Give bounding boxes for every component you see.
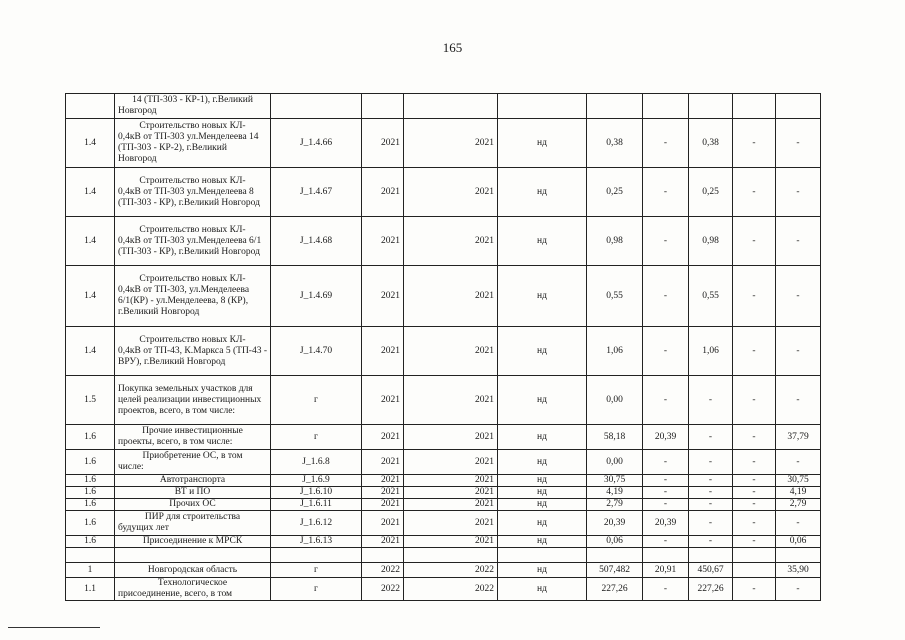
table-row [66,376,821,425]
item-name-rest: будущих лет [118,523,169,533]
value-col-2: - [643,475,689,487]
item-name [115,511,271,536]
row-number: 1.6 [66,425,115,450]
value-col-3 [689,94,733,119]
value-col-4 [733,548,776,563]
item-name-first-line: Автотранспорта [159,475,226,485]
value-col-5: - [776,376,821,425]
value-col-2: - [643,499,689,511]
unit-cell: нд [498,475,587,487]
unit-cell: нд [498,563,587,578]
end-year: 2021 [404,425,498,450]
row-number: 1.6 [66,511,115,536]
table-row [66,487,821,499]
item-name [115,487,271,499]
unit-cell: нд [498,450,587,475]
unit-cell: нд [498,168,587,217]
value-col-2: - [643,119,689,168]
item-name [115,499,271,511]
value-col-5: 30,75 [776,475,821,487]
item-name [115,168,271,217]
item-name-first-line: Строительство новых КЛ- [139,274,246,284]
end-year: 2021 [404,168,498,217]
unit-cell: нд [498,578,587,601]
start-year: 2021 [362,499,404,511]
value-total: 0,38 [587,119,643,168]
row-number: 1.6 [66,499,115,511]
item-name [115,119,271,168]
value-col-5: 2,79 [776,499,821,511]
end-year: 2021 [404,475,498,487]
start-year: 2022 [362,563,404,578]
value-col-4: - [733,511,776,536]
item-name [115,475,271,487]
item-name-first-line: Технологическое [157,578,228,588]
page-number: 165 [442,40,463,55]
item-name-rest: присоединение, всего, в том [118,589,233,599]
item-name [115,425,271,450]
item-name-rest: 0,4кВ от ТП-43, К.Маркса 5 (ТП-43 - ВРУ), г.Великий Новгород [118,345,268,367]
value-col-5: - [776,119,821,168]
item-name-first-line: Строительство новых КЛ- [139,224,246,235]
value-col-3: - [689,536,733,548]
item-code: J_1.4.68 [271,217,362,266]
value-col-5: - [776,327,821,376]
end-year: 2021 [404,119,498,168]
item-name-first-line: Прочих ОС [169,499,216,509]
item-name-first-line: Прочие инвестиционные [142,426,243,436]
item-code: J_1.4.70 [271,327,362,376]
row-number: 1.4 [66,217,115,266]
value-total: 58,18 [587,425,643,450]
item-name-rest: 0,4кВ от ТП-303, ул.Менделеева 6/1(КР) - ул.Менделеева, 8 (КР), г.Великий Новгород [118,285,250,317]
value-total: 0,00 [587,376,643,425]
value-col-5: - [776,266,821,327]
start-year: 2021 [362,536,404,548]
item-name-rest: 0,4кВ от ТП-303 ул.Менделеева 6/1 (ТП-303 - КР), г.Великий Новгород [118,235,262,257]
item-code: J_1.4.69 [271,266,362,327]
value-col-5: 4,19 [776,487,821,499]
row-number: 1.6 [66,487,115,499]
value-col-5 [776,548,821,563]
value-total: 0,00 [587,450,643,475]
value-col-2 [643,94,689,119]
value-col-2: - [643,450,689,475]
table-row [66,94,821,119]
start-year: 2021 [362,425,404,450]
row-number: 1 [66,563,115,578]
value-total: 30,75 [587,475,643,487]
value-col-4: - [733,475,776,487]
row-number: 1.6 [66,536,115,548]
value-total: 227,26 [587,578,643,601]
value-col-3: - [689,450,733,475]
item-code: J_1.4.66 [271,119,362,168]
item-name [115,536,271,548]
value-col-5: - [776,168,821,217]
end-year: 2021 [404,217,498,266]
value-total: 4,19 [587,487,643,499]
table-row [66,266,821,327]
value-col-4: - [733,450,776,475]
unit-cell: нд [498,511,587,536]
item-name-rest: 0,4кВ от ТП-303 ул.Менделеева 14 (ТП-303 - КР-2), г.Великий Новгород [118,132,259,164]
value-col-2: - [643,266,689,327]
end-year: 2021 [404,536,498,548]
item-code: г [271,563,362,578]
item-code: J_1.6.13 [271,536,362,548]
item-code: J_1.4.67 [271,168,362,217]
unit-cell: нд [498,266,587,327]
value-col-5: - [776,578,821,601]
item-code: г [271,425,362,450]
value-col-3: - [689,511,733,536]
footnote-rule [8,627,100,628]
item-name [115,327,271,376]
table-row [66,536,821,548]
value-col-2: - [643,217,689,266]
start-year: 2021 [362,327,404,376]
unit-cell: нд [498,425,587,450]
unit-cell: нд [498,217,587,266]
value-col-2 [643,548,689,563]
item-name-rest: Новгород [118,106,157,116]
start-year: 2021 [362,487,404,499]
end-year: 2022 [404,578,498,601]
value-col-3: 450,67 [689,563,733,578]
unit-cell [498,94,587,119]
table-row [66,168,821,217]
value-col-3: - [689,475,733,487]
row-number [66,94,115,119]
value-col-4: - [733,536,776,548]
value-total: 507,482 [587,563,643,578]
item-name-rest: числе: [118,462,144,472]
value-col-5: - [776,511,821,536]
table-row [66,548,821,563]
value-col-4 [733,94,776,119]
value-col-4: - [733,499,776,511]
start-year: 2022 [362,578,404,601]
table-row [66,217,821,266]
item-code: г [271,578,362,601]
item-name [115,563,271,578]
value-col-4: - [733,487,776,499]
value-total: 1,06 [587,327,643,376]
end-year: 2021 [404,450,498,475]
table-row [66,499,821,511]
value-total [587,548,643,563]
item-code: J_1.6.12 [271,511,362,536]
value-col-3: - [689,376,733,425]
value-col-5: - [776,217,821,266]
item-name [115,217,271,266]
item-name-first-line: Новгородская область [147,564,238,575]
table-row [66,511,821,536]
item-code [271,548,362,563]
value-col-4: - [733,168,776,217]
item-name-first-line: Строительство новых КЛ- [139,175,246,186]
row-number: 1.4 [66,119,115,168]
value-col-2: - [643,536,689,548]
start-year: 2021 [362,217,404,266]
item-name-rest: 0,4кВ от ТП-303 ул.Менделеева 8 (ТП-303 - КР), г.Великий Новгород [118,186,260,208]
start-year: 2021 [362,119,404,168]
table-row [66,475,821,487]
value-col-3: 227,26 [689,578,733,601]
end-year: 2021 [404,376,498,425]
value-col-4 [733,563,776,578]
end-year: 2021 [404,511,498,536]
unit-cell: нд [498,487,587,499]
value-col-4: - [733,376,776,425]
value-col-3: 0,55 [689,266,733,327]
table-row [66,327,821,376]
row-number [66,548,115,563]
row-number: 1.6 [66,475,115,487]
row-number: 1.4 [66,168,115,217]
value-col-2: 20,39 [643,511,689,536]
item-name [115,376,271,425]
start-year: 2021 [362,168,404,217]
unit-cell: нд [498,119,587,168]
start-year: 2021 [362,266,404,327]
unit-cell [498,548,587,563]
row-number: 1.4 [66,266,115,327]
row-number: 1.1 [66,578,115,601]
item-name-first-line: 14 (ТП-303 - КР-1), г.Великий [132,95,253,105]
end-year [404,548,498,563]
value-col-2: - [643,376,689,425]
unit-cell: нд [498,499,587,511]
item-name-first-line: Приобретение ОС, в том [142,451,243,461]
row-number: 1.4 [66,327,115,376]
end-year: 2022 [404,563,498,578]
item-name-first-line: ВТ и ПО [174,487,211,497]
start-year: 2021 [362,450,404,475]
start-year [362,548,404,563]
value-total: 20,39 [587,511,643,536]
item-code: г [271,376,362,425]
table-row [66,450,821,475]
end-year: 2021 [404,327,498,376]
value-col-2: - [643,487,689,499]
value-col-4: - [733,217,776,266]
item-name [115,94,271,119]
value-col-3: - [689,499,733,511]
start-year: 2021 [362,376,404,425]
table-row [66,119,821,168]
item-name-rest: Покупка земельных участков для целей реализации инвестиционных проектов, всего, в том числе: [118,383,262,416]
value-col-3: - [689,425,733,450]
value-col-2: 20,91 [643,563,689,578]
value-col-5: 0,06 [776,536,821,548]
value-col-5 [776,94,821,119]
item-name [115,266,271,327]
item-name-first-line: Присоединение к МРСК [142,536,243,546]
item-code [271,94,362,119]
value-col-3: - [689,487,733,499]
item-name [115,548,271,563]
value-col-4: - [733,266,776,327]
item-code: J_1.6.11 [271,499,362,511]
value-col-5: 35,90 [776,563,821,578]
table-row [66,578,821,601]
value-total: 0,25 [587,168,643,217]
start-year: 2021 [362,475,404,487]
item-name-rest: проекты, всего, в том числе: [118,437,233,447]
value-col-3: 1,06 [689,327,733,376]
value-total: 0,55 [587,266,643,327]
item-name-first-line: Строительство новых КЛ- [139,334,246,345]
row-number: 1.5 [66,376,115,425]
value-col-2: - [643,327,689,376]
start-year [362,94,404,119]
value-col-4: - [733,425,776,450]
value-total: 2,79 [587,499,643,511]
value-total [587,94,643,119]
value-total: 0,98 [587,217,643,266]
value-col-2: - [643,578,689,601]
end-year: 2021 [404,499,498,511]
value-col-3 [689,548,733,563]
item-code: J_1.6.10 [271,487,362,499]
value-col-2: - [643,168,689,217]
value-col-3: 0,25 [689,168,733,217]
table-row [66,425,821,450]
end-year [404,94,498,119]
item-name-first-line: Строительство новых КЛ- [139,121,246,131]
value-col-3: 0,38 [689,119,733,168]
end-year: 2021 [404,487,498,499]
table-row [66,563,821,578]
value-col-4: - [733,327,776,376]
unit-cell: нд [498,536,587,548]
value-col-4: - [733,578,776,601]
item-code: J_1.6.8 [271,450,362,475]
value-col-3: 0,98 [689,217,733,266]
item-name [115,578,271,601]
value-col-4: - [733,119,776,168]
unit-cell: нд [498,327,587,376]
end-year: 2021 [404,266,498,327]
value-col-5: 37,79 [776,425,821,450]
item-name [115,450,271,475]
value-col-2: 20,39 [643,425,689,450]
start-year: 2021 [362,511,404,536]
item-name-first-line: ПИР для строительства [144,512,241,522]
value-col-5: - [776,450,821,475]
item-code: J_1.6.9 [271,475,362,487]
unit-cell: нд [498,376,587,425]
value-total: 0,06 [587,536,643,548]
row-number: 1.6 [66,450,115,475]
investment-table [65,93,821,601]
